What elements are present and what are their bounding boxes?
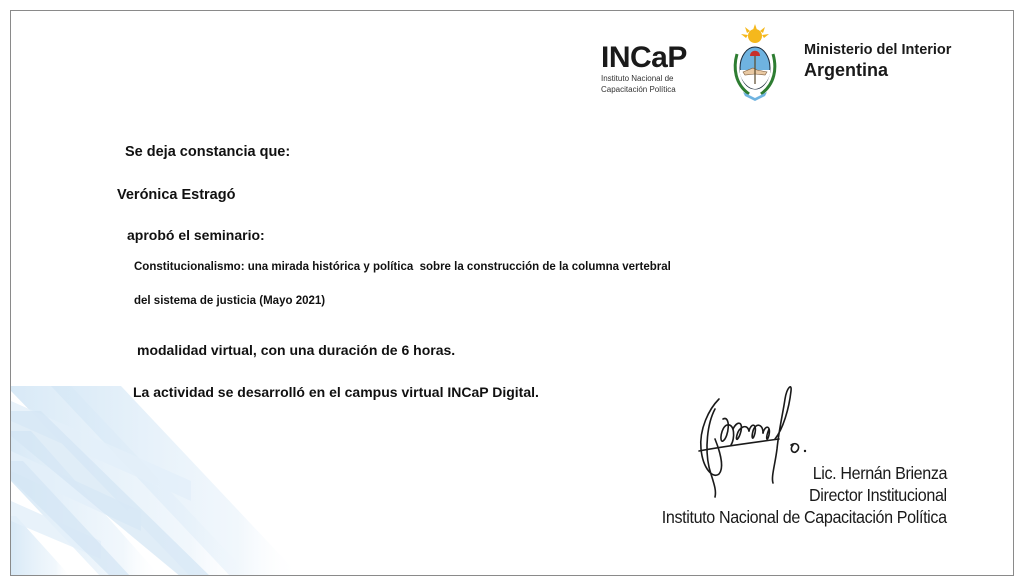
course-title-line2: del sistema de justicia (Mayo 2021)	[134, 295, 326, 307]
ministry-header	[804, 41, 1004, 81]
course-title-line1: Constitucionalismo: una mirada histórica y política sobre la construcción de la columna vertebral	[134, 261, 671, 273]
signatory-institution: Instituto Nacional de Capacitación Política	[662, 507, 947, 527]
modality-text: modalidad virtual, con una duración de 6 horas.	[137, 342, 456, 358]
ministry-country: Argentina	[804, 60, 889, 80]
incap-logo-subtitle-line1: Instituto Nacional de	[601, 74, 674, 83]
signatory-name: Lic. Hernán Brienza	[812, 463, 947, 483]
approval-text: aprobó el seminario:	[127, 227, 265, 243]
incap-logo-subtitle-line2: Capacitación Política	[601, 85, 676, 94]
certificate-frame	[10, 10, 1014, 576]
activity-note: La actividad se desarrolló en el campus virtual INCaP Digital.	[133, 384, 539, 400]
incap-logo	[601, 43, 711, 103]
ministry-name: Ministerio del Interior	[804, 42, 952, 58]
certificate-intro: Se deja constancia que:	[125, 144, 291, 160]
incap-logo-acronym: INCaP	[601, 41, 687, 74]
coat-of-arms-icon	[731, 24, 779, 102]
recipient-name: Verónica Estragó	[117, 187, 236, 203]
signatory-role: Director Institucional	[809, 485, 947, 505]
handwritten-signature-icon	[679, 379, 809, 499]
